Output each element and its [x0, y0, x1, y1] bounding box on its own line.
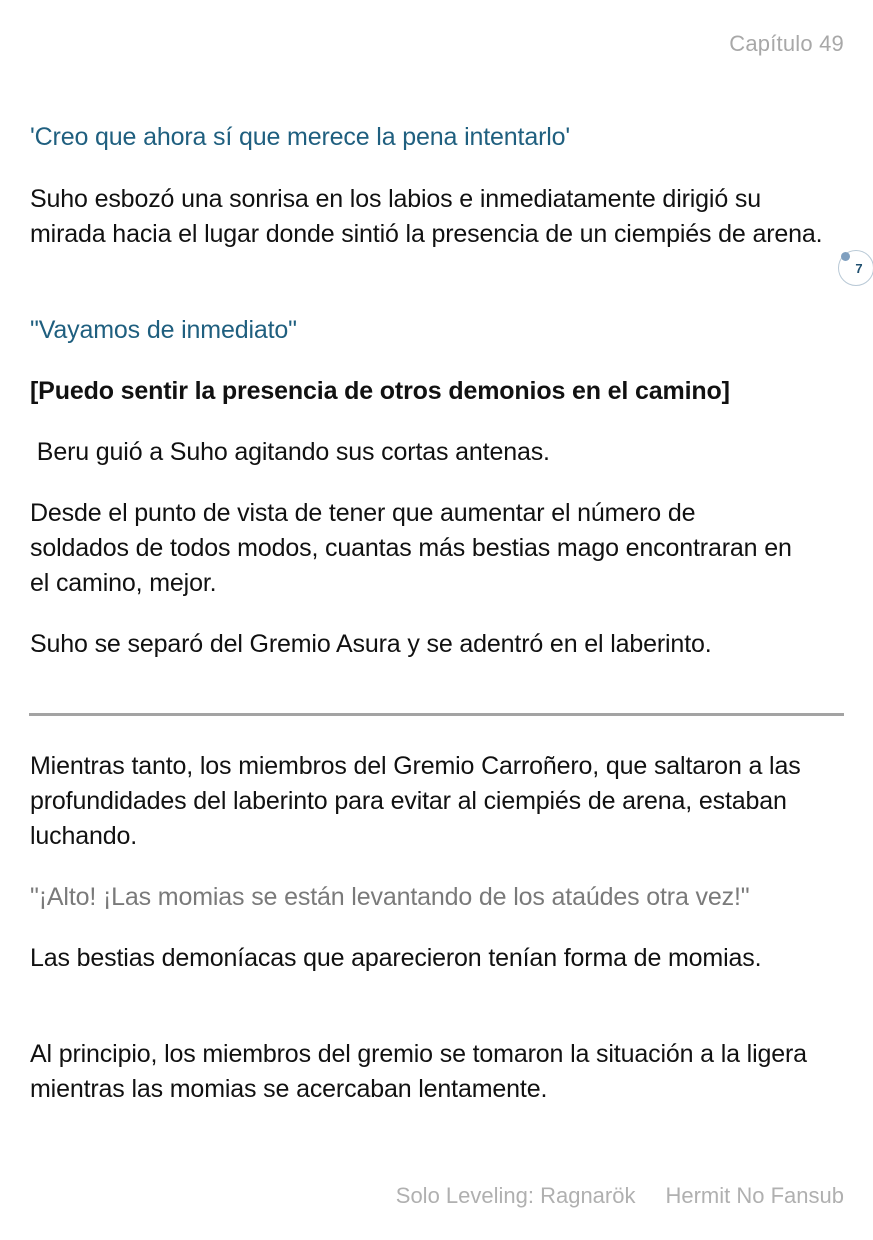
dialog-paragraph: "Vayamos de inmediato" [30, 316, 297, 344]
narration-paragraph: Suho se separó del Gremio Asura y se adentró en el laberinto. [30, 630, 712, 658]
narration-paragraph: Suho esbozó una sonrisa en los labios e inmediatamente dirigió su mirada hacia el lugar donde sintió la presencia de un ciempiés de arena. [30, 185, 823, 248]
section-divider [29, 713, 844, 716]
translator-credit: Hermit No Fansub [665, 1183, 844, 1208]
dialog-paragraph: 'Creo que ahora sí que merece la pena intentarlo' [30, 123, 571, 151]
narration-paragraph: Las bestias demoníacas que aparecieron tenían forma de momias. [30, 944, 762, 972]
narration-paragraph: Al principio, los miembros del gremio se tomaron la situación a la ligera mientras las momias se acercaban lentamente. [30, 1040, 807, 1103]
system-message: [Puedo sentir la presencia de otros demonios en el camino] [30, 377, 730, 405]
page-number: 7 [855, 261, 863, 276]
page-number-marker[interactable] [838, 250, 873, 286]
narration-paragraph: Desde el punto de vista de tener que aumentar el número de soldados de todos modos, cuantas más bestias mago encontraran en el camino, mejor. [30, 499, 792, 597]
dialog-paragraph: "¡Alto! ¡Las momias se están levantando de los ataúdes otra vez!" [30, 883, 750, 911]
narration-paragraph: Beru guió a Suho agitando sus cortas antenas. [30, 438, 550, 466]
chapter-label: Capítulo 49 [729, 31, 844, 56]
footer [396, 1183, 844, 1209]
narration-paragraph: Mientras tanto, los miembros del Gremio Carroñero, que saltaron a las profundidades del laberinto para evitar al ciempiés de arena, estaban luchando. [30, 752, 801, 850]
book-title: Solo Leveling: Ragnarök [395, 1183, 636, 1208]
